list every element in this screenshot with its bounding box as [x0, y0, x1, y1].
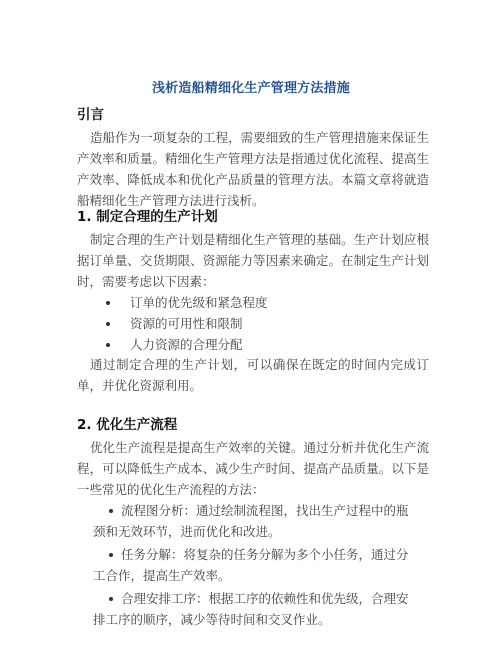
list-item-text: 资源的可用性和限制	[130, 316, 243, 331]
section-1-closing-paragraph: 通过制定合理的生产计划，可以确保在既定的时间内完成订单，并优化资源利用。	[77, 357, 429, 393]
list-item-text: 流程图分析：通过绘制流程图，找出生产过程中的瓶颈和无效环节，进而优化和改进。	[93, 503, 409, 539]
heading-intro: 引言	[77, 107, 104, 123]
list-item-text: 任务分解：将复杂的任务分解为多个小任务，通过分工合作，提高生产效率。	[93, 547, 409, 583]
bullet-icon	[109, 553, 113, 557]
list-item-text: 订单的优先级和紧急程度	[130, 295, 268, 310]
bullet-icon	[109, 597, 113, 601]
list-item-text: 人力资源的合理分配	[130, 337, 243, 352]
bullet-icon	[106, 343, 110, 347]
heading-section-1: 1. 制定合理的生产计划	[77, 209, 218, 225]
section-1-bullet-list	[106, 292, 430, 355]
section-1-paragraph: 制定合理的生产计划是精细化生产管理的基础。生产计划应根据订单量、交货期限、资源能力等因素来确定。在制定生产计划时，需要考虑以下因素：	[77, 232, 429, 289]
list-item	[106, 334, 430, 355]
intro-paragraph: 造船作为一项复杂的工程，需要细致的生产管理措施来保证生产效率和质量。精细化生产管理方法是指通过优化流程、提高生产效率、降低成本和优化产品质量的管理方法。本篇文章将就造船精细化生产管理方法进行浅析。	[77, 130, 429, 208]
section-2-paragraph: 优化生产流程是提高生产效率的关键。通过分析并优化生产流程，可以降低生产成本、减少生产时间、提高产品质量。以下是一些常见的优化生产流程的方法：	[77, 440, 429, 497]
list-item-text: 合理安排工序：根据工序的依赖性和优先级，合理安排工序的顺序，减少等待时间和交叉作业。	[93, 591, 409, 627]
bullet-icon	[106, 322, 110, 326]
list-item	[80, 588, 413, 630]
section-2-bullet-list	[80, 500, 413, 632]
document-title: 浅析造船精细化生产管理方法措施	[151, 81, 350, 96]
bullet-icon	[106, 301, 110, 305]
list-item	[106, 313, 430, 334]
heading-section-2: 2. 优化生产流程	[77, 417, 178, 433]
list-item	[106, 292, 430, 313]
list-item	[80, 544, 413, 586]
list-item	[80, 500, 413, 542]
bullet-icon	[109, 509, 113, 513]
